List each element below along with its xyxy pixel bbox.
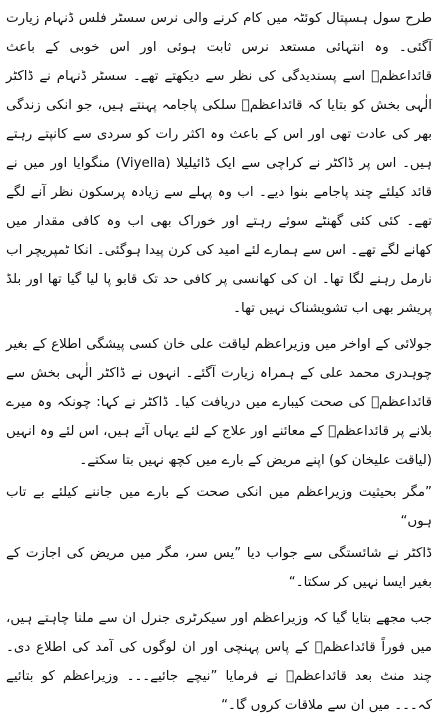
paragraph-nurse-dunham: طرح سول ہسپتال کوئٹہ میں کام کرنے والی نرس سسٹر فلس ڈنہام زیارت آگئی۔ وہ انتہائی مستعد نرس ثابت ہوئی اور اس خوبی کے باعث قائداعظمؒ اسے پسندیدگی کی نظر سے دیکھتے تھے۔ سسٹر ڈنہام نے ڈاکٹر الٰہی بخش کو بتایا کہ قائداعظمؒ سلکی پاجامہ پہنتے ہیں، جو انکی زندگی بھر کی عادت تھی اور اس کے باعث وہ اکثر رات کو سردی سے کانپتے رہتے ہیں۔ اس پر ڈاکٹر نے کراچی سے ایک ڈائیلیلا (Viyella) منگوایا اور میں نے قائد کیلئے چند پاجامے بنوا دیے۔ اب وہ پہلے سے زیادہ پرسکون نظر آنے لگے تھے۔ کئی کئی گھنٹے سوئے رہتے اور خوراک بھی اب وہ کافی مقدار میں کھانے لگے تھے۔ اس سے ہمارے لئے امید کی کرن پیدا ہوگئی۔ انکا ٹمپریچر اب نارمل رہنے لگا تھا۔ ان کی کھانسی پر کافی حد تک قابو پا لیا گیا تھا اور بلڈ پریشر بھی اب تشویشناک نہیں تھا۔ [6,11,433,316]
quote-pm: ”مگر بحیثیت وزیراعظم میں انکی صحت کے بارے میں جاننے کیلئے بے تاب ہوں“ [6,485,432,529]
paragraph-pm-visit: جولائی کے اواخر میں وزیراعظم لیاقت علی خان کسی پیشگی اطلاع کے بغیر چوہدری محمد علی کے ہمراہ زیارت آگئے۔ انہوں نے ڈاکٹر الٰہی بخش سے قائداعظمؒ کی صحت کیبارے میں دریافت کیا۔ ڈاکٹر نے کہا: چونکہ وہ میرے بلانے پر قائداعظمؒ کے معائنے اور علاج کے لئے یہاں آئے ہیں، اس لئے وہ انہیں (لیاقت علیخان کو) اپنے مریض کے بارے میں کچھ نہیں بتا سکتے۔ [6,337,432,468]
paragraph-meeting: جب مجھے بتایا گیا کہ وزیراعظم اور سیکرٹری جنرل ان سے ملنا چاہتے ہیں، میں فوراً قائداعظمؒ کے پاس پہنچی اور ان لوگوں کی آمد کی اطلاع دی۔ چند منٹ بعد قائداعظمؒ نے فرمایا ”نیچے جائیے۔۔۔ وزیراعظم کو بتائیے کہ۔۔۔ میں ان سے ملاقات کروں گا۔“ [6,611,432,713]
paragraph-doctor-reply: ڈاکٹر نے شائستگی سے جواب دیا ”یس سر، مگر میں مریض کی اجازت کے بغیر ایسا نہیں کر سکتا۔“ [6,546,432,590]
